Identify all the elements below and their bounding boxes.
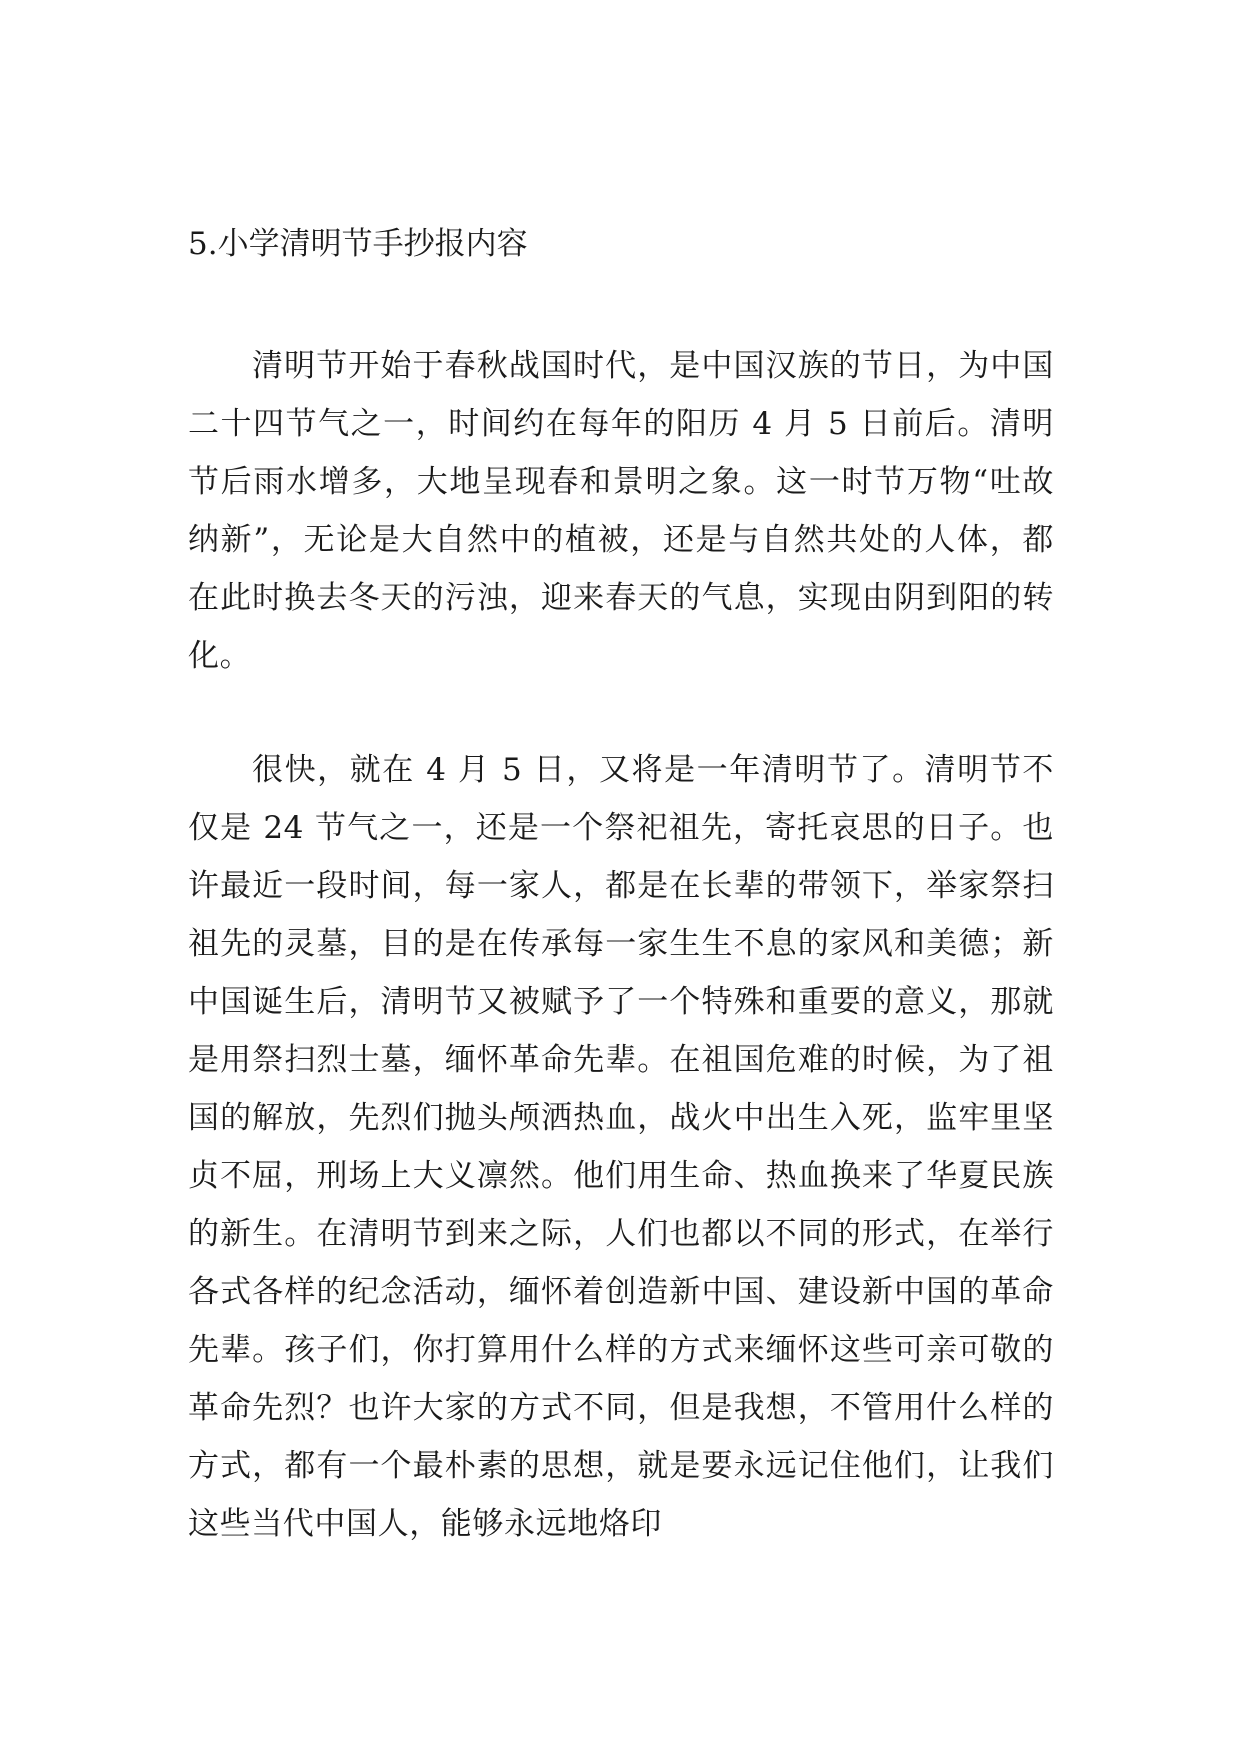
paragraph-intro: 清明节开始于春秋战国时代，是中国汉族的节日，为中国二十四节气之一，时间约在每年的阳历 4 月 5 日前后。清明节后雨水增多，大地呈现春和景明之象。这一时节万物“吐故纳新”，无论是大自然中的植被，还是与自然共处的人体，都在此时换去冬天的污浊，迎来春天的气息，实现由阴到阳的转化。 (188, 348, 1054, 674)
paragraph-commemoration: 很快，就在 4 月 5 日，又将是一年清明节了。清明节不仅是 24 节气之一，还是一个祭祀祖先，寄托哀思的日子。也许最近一段时间，每一家人，都是在长辈的带领下，举家祭扫祖先的灵墓，目的是在传承每一家生生不息的家风和美德；新中国诞生后，清明节又被赋予了一个特殊和重要的意义，那就是用祭扫烈士墓，缅怀革命先辈。在祖国危难的时候，为了祖国的解放，先烈们抛头颅洒热血，战火中出生入死，监牢里坚贞不屈，刑场上大义凛然。他们用生命、热血换来了华夏民族的新生。在清明节到来之际，人们也都以不同的形式，在举行各式各样的纪念活动，缅怀着创造新中国、建设新中国的革命先辈。孩子们，你打算用什么样的方式来缅怀这些可亲可敬的革命先烈？也许大家的方式不同，但是我想，不管用什么样的方式，都有一个最朴素的思想，就是要永远记住他们，让我们这些当代中国人，能够永远地烙印 (188, 752, 1054, 1542)
section-heading: 5.小学清明节手抄报内容 (188, 226, 528, 262)
